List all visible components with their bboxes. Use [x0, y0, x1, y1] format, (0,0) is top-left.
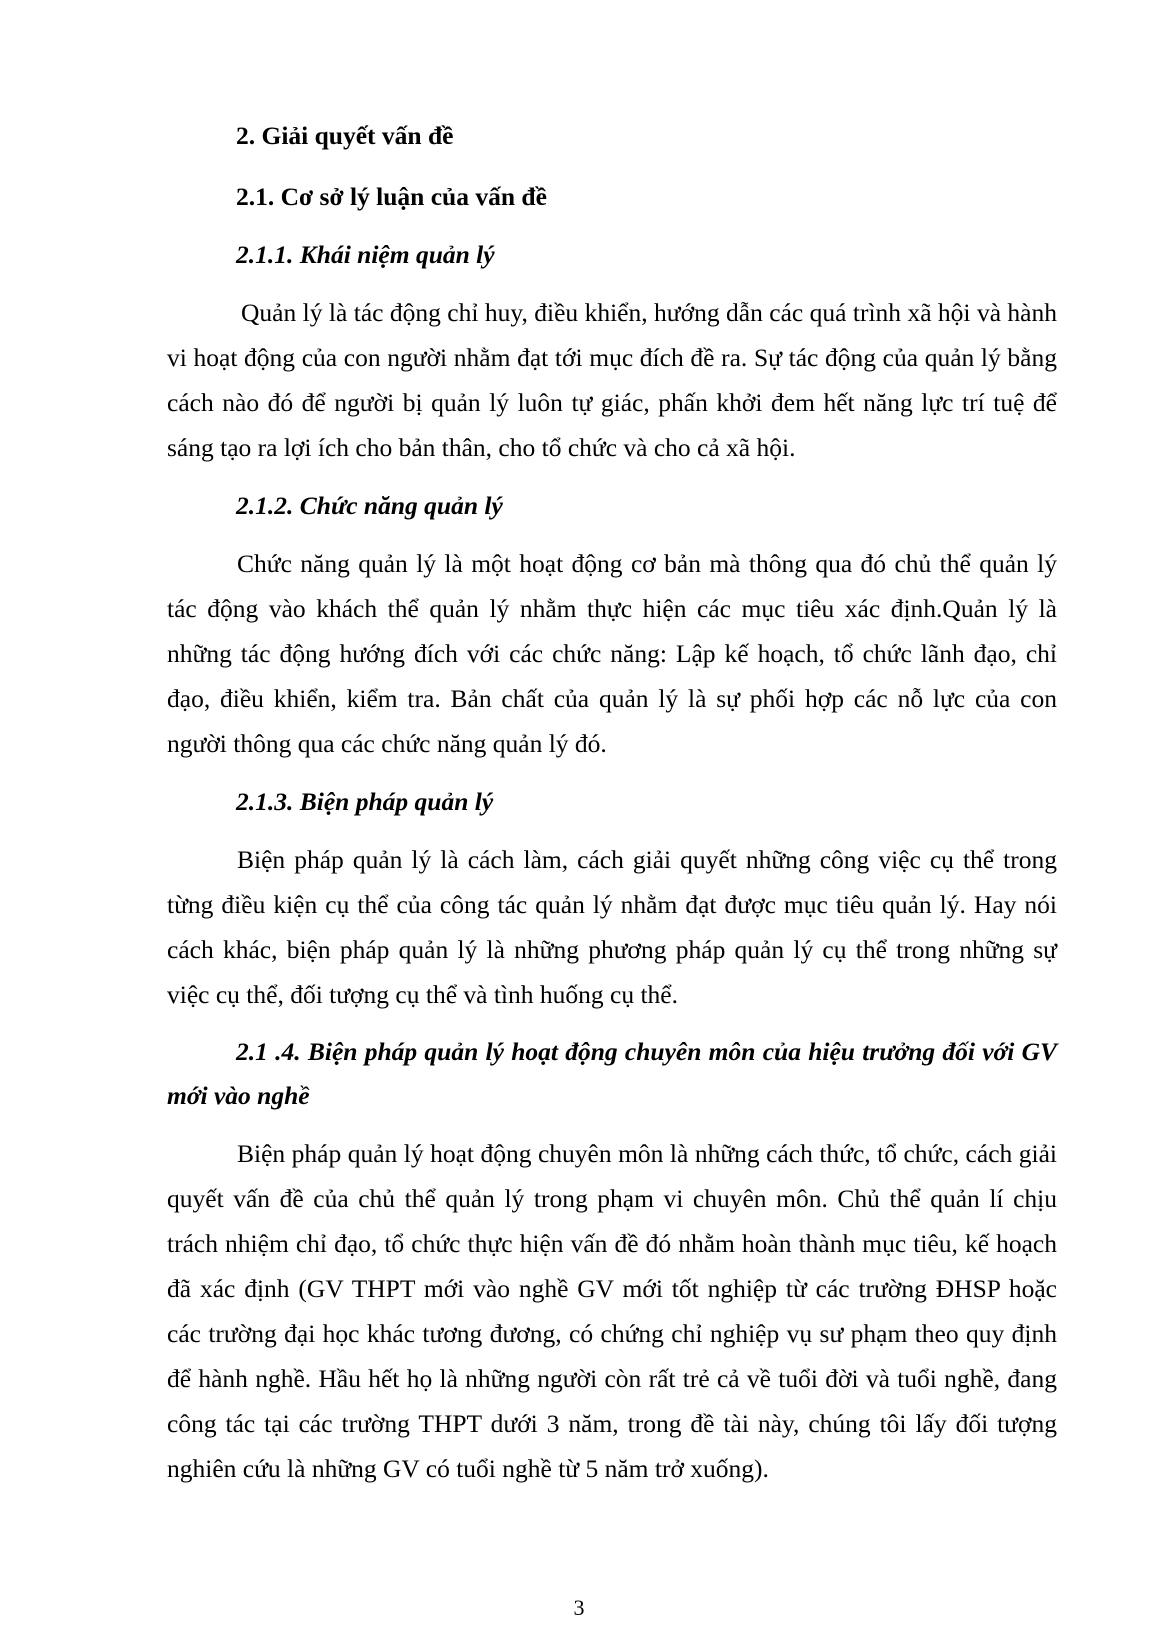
- paragraph-management-measures: Biện pháp quản lý là cách làm, cách giải quyết những công việc cụ thể trong từng điều kiện cụ thể của công tác quản lý nhằm đạt được mục tiêu quản lý. Hay nói cách khác, biện pháp quản lý là những phương pháp quản lý cụ thể trong những sự việc cụ thể, đối tượng cụ thể và tình huống cụ thể.: [167, 845, 1057, 1009]
- paragraph-management-functions: Chức năng quản lý là một hoạt động cơ bản mà thông qua đó chủ thể quản lý tác động vào khách thể quản lý nhằm thực hiện các mục tiêu xác định.Quản lý là những tác động hướng đích với các chức năng: Lập kế hoạch, tổ chức lãnh đạo, chỉ đạo, điều khiển, kiểm tra. Bản chất của quản lý là sự phối hợp các nỗ lực của con người thông qua các chức năng quản lý đó.: [167, 549, 1057, 758]
- heading-solve-problem: 2. Giải quyết vấn đề: [236, 121, 454, 150]
- heading-management-functions: 2.1.2. Chức năng quản lý: [236, 491, 503, 520]
- heading-management-measures: 2.1.3. Biện pháp quản lý: [236, 787, 494, 816]
- page-content: [167, 113, 1057, 1504]
- paragraph-concept-of-management: Quản lý là tác động chỉ huy, điều khiển, hướng dẫn các quá trình xã hội và hành vi hoạt động của con người nhằm đạt tới mục đích đề ra. Sự tác động của quản lý bằng cách nào đó để người bị quản lý luôn tự giác, phấn khởi đem hết năng lực trí tuệ để sáng tạo ra lợi ích cho bản thân, cho tổ chức và cho cả xã hội.: [167, 298, 1057, 462]
- heading-theoretical-basis: 2.1. Cơ sở lý luận của vấn đề: [236, 182, 547, 211]
- page-number: 3: [573, 1595, 585, 1620]
- heading-principal-measures-new-teachers: 2.1 .4. Biện pháp quản lý hoạt động chuyên môn của hiệu trưởng đối với GV mới vào nghề: [167, 1037, 1057, 1110]
- heading-concept-of-management: 2.1.1. Khái niệm quản lý: [236, 240, 495, 269]
- paragraph-principal-measures-new-teachers: Biện pháp quản lý hoạt động chuyên môn là những cách thức, tổ chức, cách giải quyết vấn đề của chủ thể quản lý trong phạm vi chuyên môn. Chủ thể quản lí chịu trách nhiệm chỉ đạo, tổ chức thực hiện vấn đề đó nhằm hoàn thành mục tiêu, kế hoạch đã xác định (GV THPT mới vào nghề GV mới tốt nghiệp từ các trường ĐHSP hoặc các trường đại học khác tương đương, có chứng chỉ nghiệp vụ sư phạm theo quy định để hành nghề. Hầu hết họ là những người còn rất trẻ cả về tuổi đời và tuổi nghề, đang công tác tại các trường THPT dưới 3 năm, trong đề tài này, chúng tôi lấy đối tượng nghiên cứu là những GV có tuổi nghề từ 5 năm trở xuống).: [167, 1139, 1057, 1483]
